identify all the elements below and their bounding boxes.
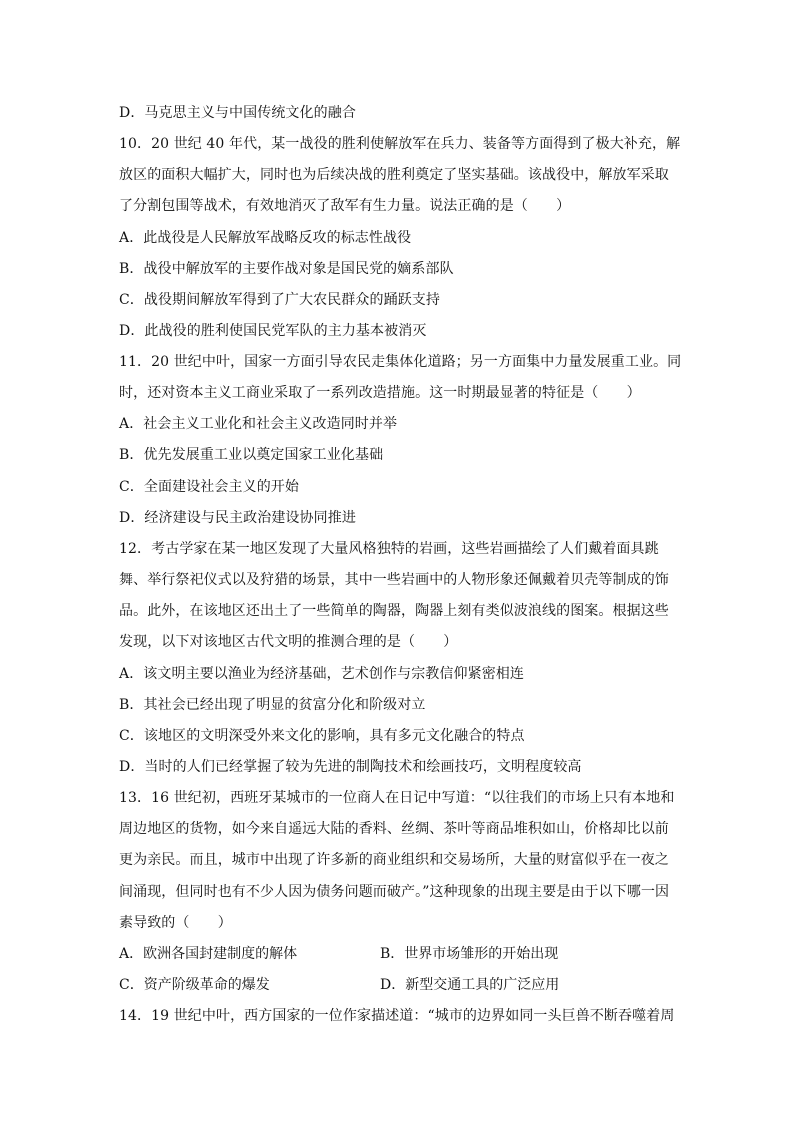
q13-stem-line-3: 更为亲民。而且，城市中出现了许多新的商业组织和交易场所，大量的财富似乎在一夜之: [119, 852, 669, 868]
q10-stem-line-3: 了分割包围等战术，有效地消灭了敌军有生力量。说法正确的是（ ）: [119, 198, 571, 214]
q13-stem-line-2: 周边地区的货物，如今来自遥远大陆的香料、丝绸、茶叶等商品堆积如山，价格却比以前: [119, 821, 669, 837]
q12-option-b: B．其社会已经出现了明显的贫富分化和阶级对立: [119, 697, 426, 713]
q11-stem-line-2: 时，还对资本主义工商业采取了一系列改造措施。这一时期最显著的特征是（ ）: [119, 385, 641, 401]
q12-option-d: D．当时的人们已经掌握了较为先进的制陶技术和绘画技巧，文明程度较高: [119, 759, 582, 775]
q13-option-a: A．欧洲各国封建制度的解体: [119, 946, 298, 962]
q11-option-b: B．优先发展重工业以奠定国家工业化基础: [119, 447, 384, 463]
q12-stem-line-3: 品。此外，在该地区还出土了一些简单的陶器，陶器上刻有类似波浪线的图案。根据这些: [119, 603, 669, 619]
q11-stem-line-1: 11．20 世纪中叶，国家一方面引导农民走集体化道路；另一方面集中力量发展重工业。同: [119, 354, 682, 370]
q11-option-d: D．经济建设与民主政治建设协同推进: [119, 510, 356, 526]
q11-option-a: A．社会主义工业化和社会主义改造同时并举: [119, 416, 398, 432]
q12-option-a: A．该文明主要以渔业为经济基础，艺术创作与宗教信仰紧密相连: [119, 666, 525, 682]
q13-option-b: B．世界市场雏形的开始出现: [380, 946, 559, 962]
q9-option-d: D．马克思主义与中国传统文化的融合: [119, 105, 356, 121]
q12-option-c: C．该地区的文明深受外来文化的影响，具有多元文化融合的特点: [119, 728, 525, 744]
q11-option-c: C．全面建设社会主义的开始: [119, 479, 300, 495]
q13-stem-line-5: 素导致的（ ）: [119, 915, 232, 931]
q10-option-a: A．此战役是人民解放军战略反攻的标志性战役: [119, 230, 412, 246]
q10-stem-line-1: 10．20 世纪 40 年代，某一战役的胜利使解放军在兵力、装备等方面得到了极大补充，解: [119, 136, 681, 152]
q13-option-c: C．资产阶级革命的爆发: [119, 977, 270, 993]
q10-option-b: B．战役中解放军的主要作战对象是国民党的嫡系部队: [119, 261, 454, 277]
q13-stem-line-1: 13．16 世纪初，西班牙某城市的一位商人在日记中写道：“以往我们的市场上只有本地和: [119, 790, 675, 806]
q10-stem-line-2: 放区的面积大幅扩大，同时也为后续决战的胜利奠定了坚实基础。该战役中，解放军采取: [119, 167, 669, 183]
q12-stem-line-1: 12．考古学家在某一地区发现了大量风格独特的岩画，这些岩画描绘了人们戴着面具跳: [119, 541, 659, 557]
q14-stem-line-1: 14．19 世纪中叶，西方国家的一位作家描述道：“城市的边界如同一头巨兽不断吞噬着周: [119, 1008, 675, 1024]
q13-stem-line-4: 间涌现，但同时也有不少人因为债务问题而破产。”这种现象的出现主要是由于以下哪一因: [119, 884, 670, 900]
q10-option-c: C．战役期间解放军得到了广大农民群众的踊跃支持: [119, 292, 441, 308]
q13-option-d: D．新型交通工具的广泛应用: [380, 977, 560, 993]
q12-stem-line-4: 发现，以下对该地区古代文明的推测合理的是（ ）: [119, 634, 458, 650]
q10-option-d: D．此战役的胜利使国民党军队的主力基本被消灭: [119, 323, 427, 339]
q12-stem-line-2: 舞、举行祭祀仪式以及狩猎的场景，其中一些岩画中的人物形象还佩戴着贝壳等制成的饰: [119, 572, 669, 588]
